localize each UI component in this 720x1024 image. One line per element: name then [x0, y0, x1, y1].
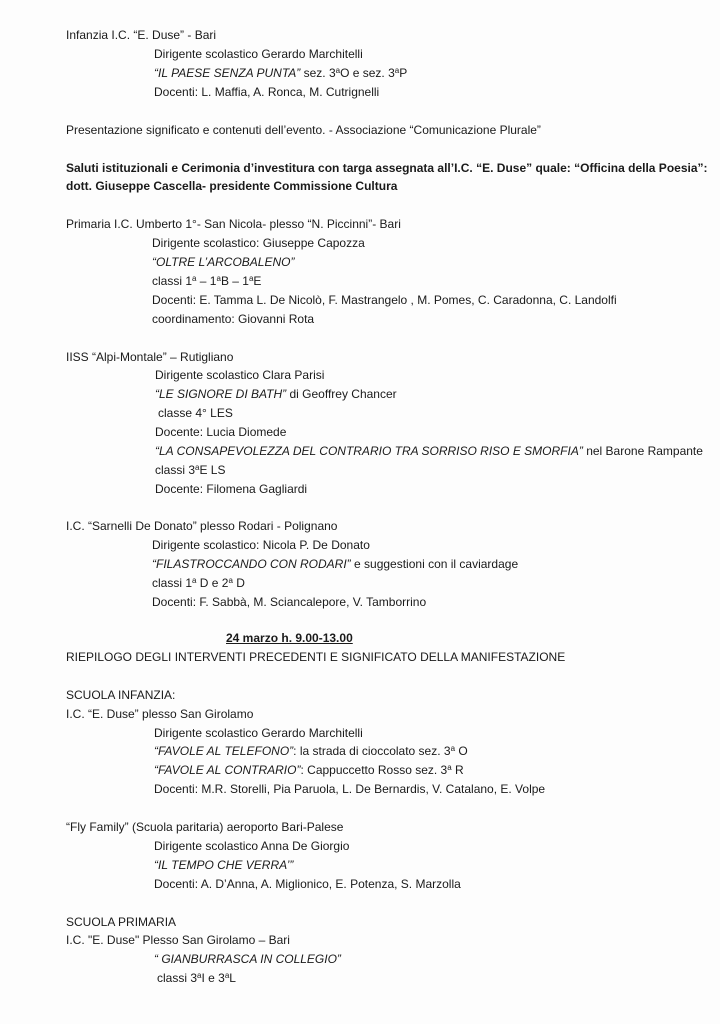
sez-text: P [399, 66, 408, 80]
dirigente-line: Dirigente scolastico Anna De Giorgio [154, 839, 350, 853]
work-title-rest: : la strada di cioccolato sez. 3 [293, 744, 451, 758]
classi-text: E LS [199, 463, 226, 477]
docenti-line: Docenti: A. D’Anna, A. Miglionico, E. Potenza, S. Marzolla [154, 877, 461, 891]
riepilogo-line: RIEPILOGO DEGLI INTERVENTI PRECEDENTI E SIGNIFICATO DELLA MANIFESTAZIONE [66, 650, 566, 664]
sez-text: sez. 3 [300, 66, 336, 80]
dirigente-line: Dirigente scolastico Clara Parisi [155, 368, 325, 382]
superscript: a [228, 576, 233, 585]
superscript: a [216, 274, 221, 283]
superscript: a [447, 763, 452, 772]
saluti-line-2: dott. Giuseppe Cascella- presidente Commissione Cultura [66, 179, 398, 193]
superscript: a [394, 66, 400, 75]
date-heading: 24 marzo h. 9.00-13.00 [226, 631, 353, 645]
docenti-line: Docenti: E. Tamma L. De Nicolò, F. Mastrangelo , M. Pomes, C. Caradonna, C. Landolfi [152, 293, 617, 307]
school-heading: I.C. “E. Duse” plesso San Girolamo [66, 707, 254, 721]
docente-line: Docente: Lucia Diomede [155, 425, 287, 439]
work-title-line [155, 386, 397, 402]
work-title: “FILASTROCCANDO CON RODARI” [152, 557, 351, 571]
work-title-line [154, 762, 464, 778]
docenti-line: Docenti: M.R. Storelli, Pia Paruola, L. De Bernardis, V. Catalano, E. Volpe [154, 782, 546, 796]
classi-text: I e 3 [201, 971, 225, 985]
superscript: a [450, 744, 456, 753]
classi-text: E [253, 274, 262, 288]
superscript: a [335, 66, 341, 75]
work-title: “LE SIGNORE DI BATH” [155, 387, 287, 401]
docenti-line: Docenti: L. Maffia, A. Ronca, M. Cutrignelli [154, 85, 380, 99]
classi-text: classi 3 [157, 971, 198, 985]
school-heading: I.C. “Sarnelli De Donato” plesso Rodari - Polignano [66, 519, 338, 533]
saluti-line: Saluti istituzionali e Cerimonia d’investitura con targa assegnata all’I.C. “E. Duse” quale: “Officina della Poesia”: [66, 161, 708, 175]
superscript: a [248, 274, 254, 283]
dirigente-line: Dirigente scolastico: Nicola P. De Donato [152, 538, 370, 552]
school-heading: I.C. "E. Duse" Plesso San Girolamo – Bari [66, 933, 290, 947]
work-title: “LA CONSAPEVOLEZZA DEL CONTRARIO TRA SORRISO RISO E SMORFIA” [155, 444, 583, 458]
section-heading: SCUOLA INFANZIA: [66, 688, 176, 702]
work-title-line [152, 556, 518, 572]
work-title-line [155, 443, 703, 459]
work-title-line [154, 743, 468, 759]
dirigente-line: Dirigente scolastico Gerardo Marchitelli [154, 726, 363, 740]
docenti-line: Docenti: F. Sabbà, M. Sciancalepore, V. Tamborrino [152, 595, 427, 609]
classi-text: classi 1 [152, 274, 193, 288]
superscript: a [192, 274, 197, 283]
classi-line [152, 575, 245, 591]
classi-text: classi 3 [155, 463, 196, 477]
school-heading: Primaria I.C. Umberto 1°- San Nicola- plesso “N. Piccinni”- Bari [66, 217, 401, 231]
work-title: “OLTRE L’ARCOBALENO” [152, 255, 295, 269]
superscript: a [224, 971, 230, 980]
sez-text: O e sez. 3 [340, 66, 395, 80]
classe-line: classe 4° LES [158, 406, 233, 420]
school-heading: “Fly Family” (Scuola paritaria) aeroporto Bari-Palese [66, 820, 344, 834]
section-heading: SCUOLA PRIMARIA [66, 915, 177, 929]
work-title-rest: : Cappuccetto Rosso sez. 3 [300, 763, 448, 777]
work-title-rest: di Geoffrey Chancer [286, 387, 397, 401]
presentazione-line: Presentazione significato e contenuti dell’evento. - Associazione “Comunicazione Plurale” [66, 123, 541, 137]
work-title: “FAVOLE AL CONTRARIO” [154, 763, 301, 777]
work-title: “IL PAESE SENZA PUNTA” [154, 66, 301, 80]
classi-text: classi 1 [152, 576, 193, 590]
classi-text: D e 2 [196, 576, 229, 590]
classi-line [155, 462, 225, 478]
classi-text: L [229, 971, 236, 985]
coordinamento-line: coordinamento: Giovanni Rota [152, 312, 315, 326]
classi-line [157, 970, 236, 986]
classi-text: D [232, 576, 245, 590]
work-title: “IL TEMPO CHE VERRA’” [154, 858, 294, 872]
work-title: “ GIANBURRASCA IN COLLEGIO” [154, 952, 341, 966]
dirigente-line: Dirigente scolastico: Giuseppe Capozza [152, 236, 365, 250]
work-title-rest: O [455, 744, 468, 758]
classi-line [152, 273, 261, 289]
work-title-rest: e suggestioni con il caviardage [350, 557, 519, 571]
superscript: a [197, 971, 202, 980]
school-heading: Infanzia I.C. “E. Duse” - Bari [66, 28, 217, 42]
work-title: “FAVOLE AL TELEFONO” [154, 744, 294, 758]
school-heading: IISS “Alpi-Montale” – Rutigliano [66, 350, 234, 364]
docente-line: Docente: Filomena Gagliardi [155, 482, 308, 496]
classi-text: B – 1 [220, 274, 249, 288]
superscript: a [192, 576, 197, 585]
work-title-rest: R [451, 763, 464, 777]
classi-text: – 1 [196, 274, 217, 288]
dirigente-line: Dirigente scolastico Gerardo Marchitelli [154, 47, 363, 61]
work-title-line [154, 65, 407, 81]
superscript: a [195, 463, 200, 472]
work-title-rest: nel Barone Rampante [582, 444, 703, 458]
